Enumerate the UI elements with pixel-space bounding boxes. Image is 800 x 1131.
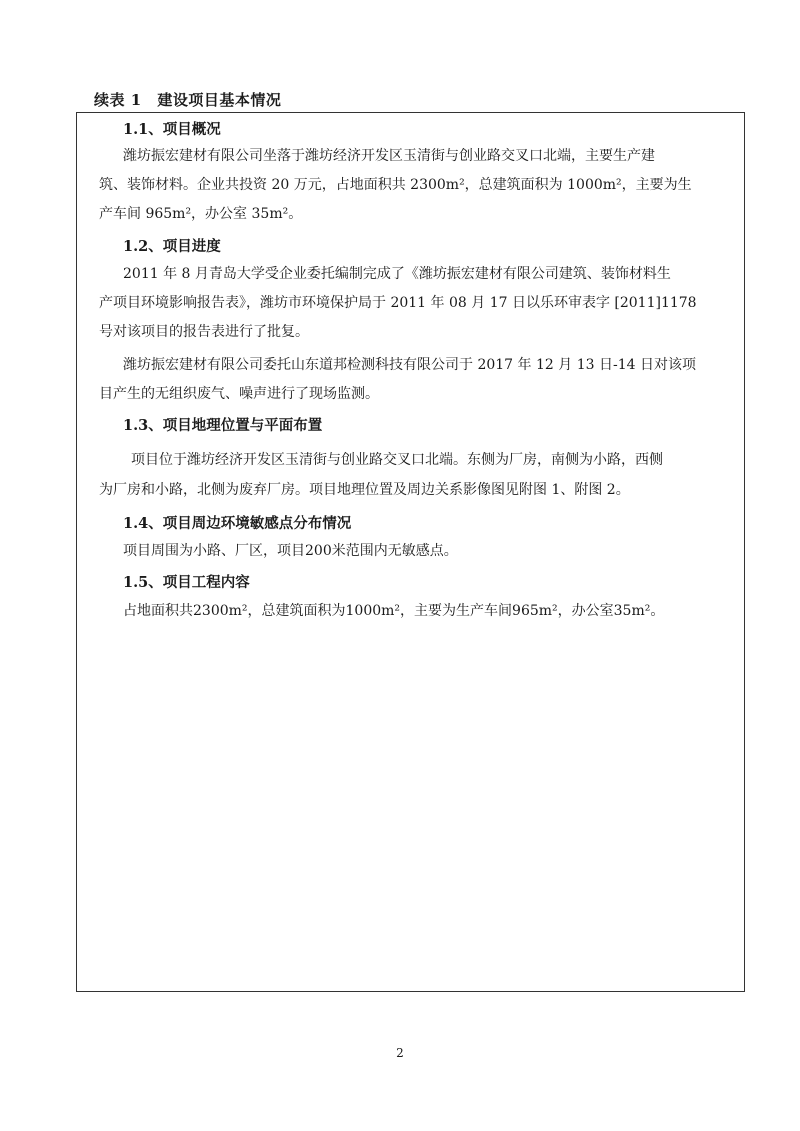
section-body-monitoring-cont: [99, 380, 379, 409]
section-body-engineering: [123, 597, 664, 626]
section-body-overview-cont: [99, 171, 692, 229]
page-number: 2: [396, 1046, 404, 1060]
text-line: 产项目环境影响报告表》，潍坊市环境保护局于 2011 年 08 月 17 日以乐环审表字 [2011]1178: [99, 295, 697, 311]
section-heading-overview: 1.1、项目概况: [123, 121, 221, 138]
text-line: 目产生的无组织废气、噪声进行了现场监测。: [99, 386, 379, 402]
text-line: 产车间 965m²，办公室 35m²。: [99, 206, 303, 222]
text-line: 2011 年 8 月青岛大学受企业委托编制完成了《潍坊振宏建材有限公司建筑、装饰材料生: [123, 266, 671, 282]
text-line: 项目周围为小路、厂区，项目200米范围内无敏感点。: [123, 543, 458, 559]
section-body-sensitive-points: [123, 537, 458, 566]
text-line: 筑、装饰材料。企业共投资 20 万元，占地面积共 2300m²，总建筑面积为 1000m²，主要为生: [99, 177, 692, 193]
section-heading-location: 1.3、项目地理位置与平面布置: [123, 417, 323, 434]
text-line: 潍坊振宏建材有限公司委托山东道邦检测科技有限公司于 2017 年 12 月 13 日-14 日对该项: [123, 357, 696, 373]
text-line: 潍坊振宏建材有限公司坐落于潍坊经济开发区玉清街与创业路交叉口北端，主要生产建: [123, 148, 655, 164]
text-line: 占地面积共2300m²，总建筑面积为1000m²，主要为生产车间965m²，办公室35m²。: [123, 603, 665, 619]
section-heading-progress: 1.2、项目进度: [123, 238, 221, 255]
section-body-monitoring: [123, 351, 696, 380]
section-body-location-cont: [99, 476, 630, 505]
section-body-location: [131, 446, 663, 475]
table-title: 建设项目基本情况: [157, 91, 282, 109]
section-heading-sensitive-points: 1.4、项目周边环境敏感点分布情况: [123, 515, 352, 532]
text-line: 项目位于潍坊经济开发区玉清街与创业路交叉口北端。东侧为厂房，南侧为小路，西侧: [131, 452, 663, 468]
section-heading-engineering: 1.5、项目工程内容: [123, 574, 250, 591]
table-caption: [94, 89, 281, 110]
section-body-overview: [123, 142, 655, 171]
section-body-progress-cont: [99, 289, 697, 347]
table-number: 续表 1: [94, 91, 142, 109]
section-body-progress: [123, 260, 671, 289]
text-line: 号对该项目的报告表进行了批复。: [99, 324, 309, 340]
text-line: 为厂房和小路，北侧为废弃厂房。项目地理位置及周边关系影像图见附图 1、附图 2。: [99, 482, 630, 498]
